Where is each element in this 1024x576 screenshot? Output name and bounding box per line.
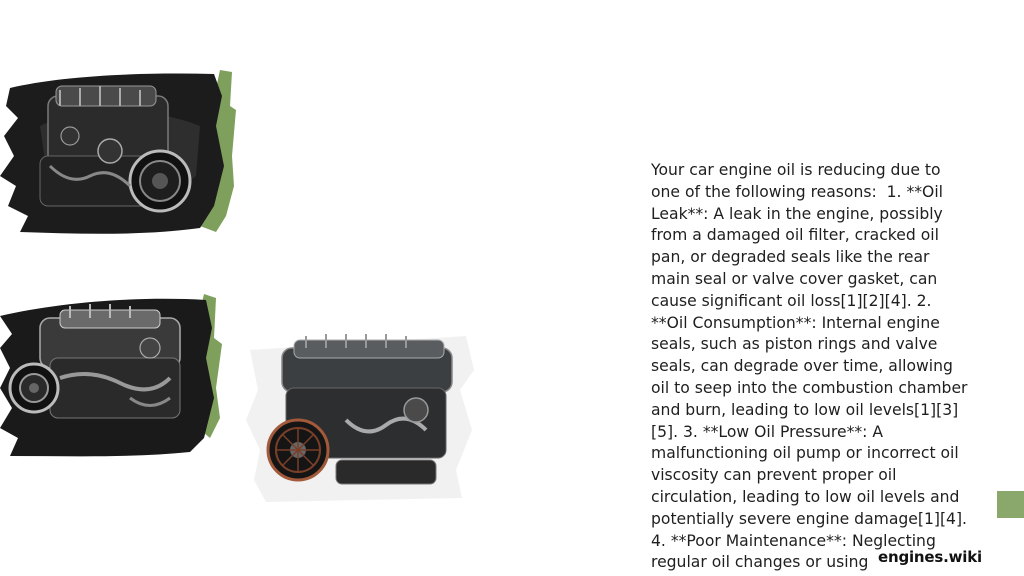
engine-photo-3-icon [246, 330, 478, 506]
site-watermark: engines.wiki [878, 548, 982, 566]
engine-image-1 [0, 66, 236, 238]
engine-photo-1-icon [0, 66, 236, 238]
engine-image-2 [0, 288, 236, 460]
engine-image-3 [246, 330, 478, 506]
article-body-text: Your car engine oil is reducing due to one of the following reasons: 1. **Oil Leak**: A leak in the engine, possibly from a damaged oil filter, cracked oil pan, or degraded seals like the rear main seal or valve cover gasket, can cause significant oil loss[1][2][4]. 2. **Oil Consumption**: Internal engine seals, such as piston rings and valve seals, can degrade over time, allowing oil to seep into the combustion chamber and burn, leading to low oil levels[1][3][5]. 3. **Low Oil Pressure**: A malfunctioning oil pump or incorrect oil viscosity can prevent proper oil circulation, leading to low oil levels and potentially severe engine damage[1][4]. 4. **Poor Maintenance**: Neglecting regular oil changes or using [651, 161, 973, 572]
engine-photo-2-icon [0, 288, 236, 460]
green-accent-block [997, 491, 1024, 518]
